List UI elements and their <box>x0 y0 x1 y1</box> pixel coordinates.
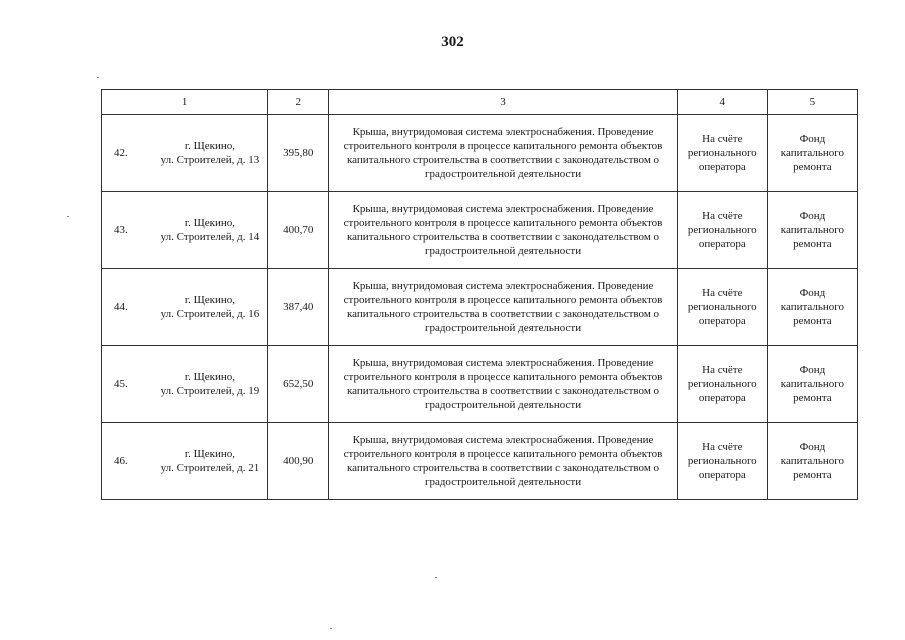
header-col-4: 4 <box>677 90 767 115</box>
table-row <box>102 346 858 423</box>
row-number: 44. <box>114 301 128 313</box>
area-cell: 400,70 <box>268 192 329 269</box>
scan-speck <box>330 628 332 629</box>
row-number: 46. <box>114 455 128 467</box>
row-number: 45. <box>114 378 128 390</box>
row-number: 43. <box>114 224 128 236</box>
responsible-cell: На счёте регионального оператора <box>677 269 767 346</box>
table-row <box>102 115 858 192</box>
page-number: 302 <box>441 34 464 50</box>
fund-cell: Фонд капитального ремонта <box>767 423 857 500</box>
header-col-5: 5 <box>767 90 857 115</box>
area-cell: 395,80 <box>268 115 329 192</box>
scan-speck <box>97 77 99 78</box>
table-body <box>102 115 858 500</box>
address-cell <box>102 192 268 269</box>
address-city: г. Щекино, <box>184 294 235 306</box>
row-number: 42. <box>114 147 128 159</box>
responsible-cell: На счёте регионального оператора <box>677 115 767 192</box>
address-cell <box>102 115 268 192</box>
address-street: ул. Строителей, д. 16 <box>160 308 260 320</box>
address-street: ул. Строителей, д. 19 <box>160 385 260 397</box>
address-street: ул. Строителей, д. 13 <box>160 154 260 166</box>
repair-program-table <box>101 89 858 500</box>
header-col-3: 3 <box>329 90 677 115</box>
address-cell <box>102 346 268 423</box>
fund-cell: Фонд капитального ремонта <box>767 192 857 269</box>
responsible-cell: На счёте регионального оператора <box>677 423 767 500</box>
address-city: г. Щекино, <box>184 448 235 460</box>
area-cell: 400,90 <box>268 423 329 500</box>
responsible-cell: На счёте регионального оператора <box>677 346 767 423</box>
work-description-cell: Крыша, внутридомовая система электроснабжения. Проведение строительного контроля в процессе капитального ремонта объектов капитального строительства в соответствии с законодательством о градостроительной деятельности <box>329 115 677 192</box>
address-city: г. Щекино, <box>184 217 235 229</box>
table-row <box>102 423 858 500</box>
address-city: г. Щекино, <box>184 140 235 152</box>
table-row <box>102 269 858 346</box>
responsible-cell: На счёте регионального оператора <box>677 192 767 269</box>
address-street: ул. Строителей, д. 14 <box>160 231 260 243</box>
fund-cell: Фонд капитального ремонта <box>767 115 857 192</box>
scan-speck <box>435 577 437 578</box>
fund-cell: Фонд капитального ремонта <box>767 269 857 346</box>
table-row <box>102 192 858 269</box>
header-col-1: 1 <box>102 90 268 115</box>
address-cell <box>102 423 268 500</box>
header-row <box>102 90 858 115</box>
work-description-cell: Крыша, внутридомовая система электроснабжения. Проведение строительного контроля в процессе капитального ремонта объектов капитального строительства в соответствии с законодательством о градостроительной деятельности <box>329 192 677 269</box>
area-cell: 652,50 <box>268 346 329 423</box>
fund-cell: Фонд капитального ремонта <box>767 346 857 423</box>
address-cell <box>102 269 268 346</box>
header-col-2: 2 <box>268 90 329 115</box>
work-description-cell: Крыша, внутридомовая система электроснабжения. Проведение строительного контроля в процессе капитального ремонта объектов капитального строительства в соответствии с законодательством о градостроительной деятельности <box>329 269 677 346</box>
area-cell: 387,40 <box>268 269 329 346</box>
work-description-cell: Крыша, внутридомовая система электроснабжения. Проведение строительного контроля в процессе капитального ремонта объектов капитального строительства в соответствии с законодательством о градостроительной деятельности <box>329 346 677 423</box>
table-header <box>102 90 858 115</box>
address-city: г. Щекино, <box>184 371 235 383</box>
work-description-cell: Крыша, внутридомовая система электроснабжения. Проведение строительного контроля в процессе капитального ремонта объектов капитального строительства в соответствии с законодательством о градостроительной деятельности <box>329 423 677 500</box>
scan-speck <box>67 216 69 217</box>
address-street: ул. Строителей, д. 21 <box>160 462 260 474</box>
